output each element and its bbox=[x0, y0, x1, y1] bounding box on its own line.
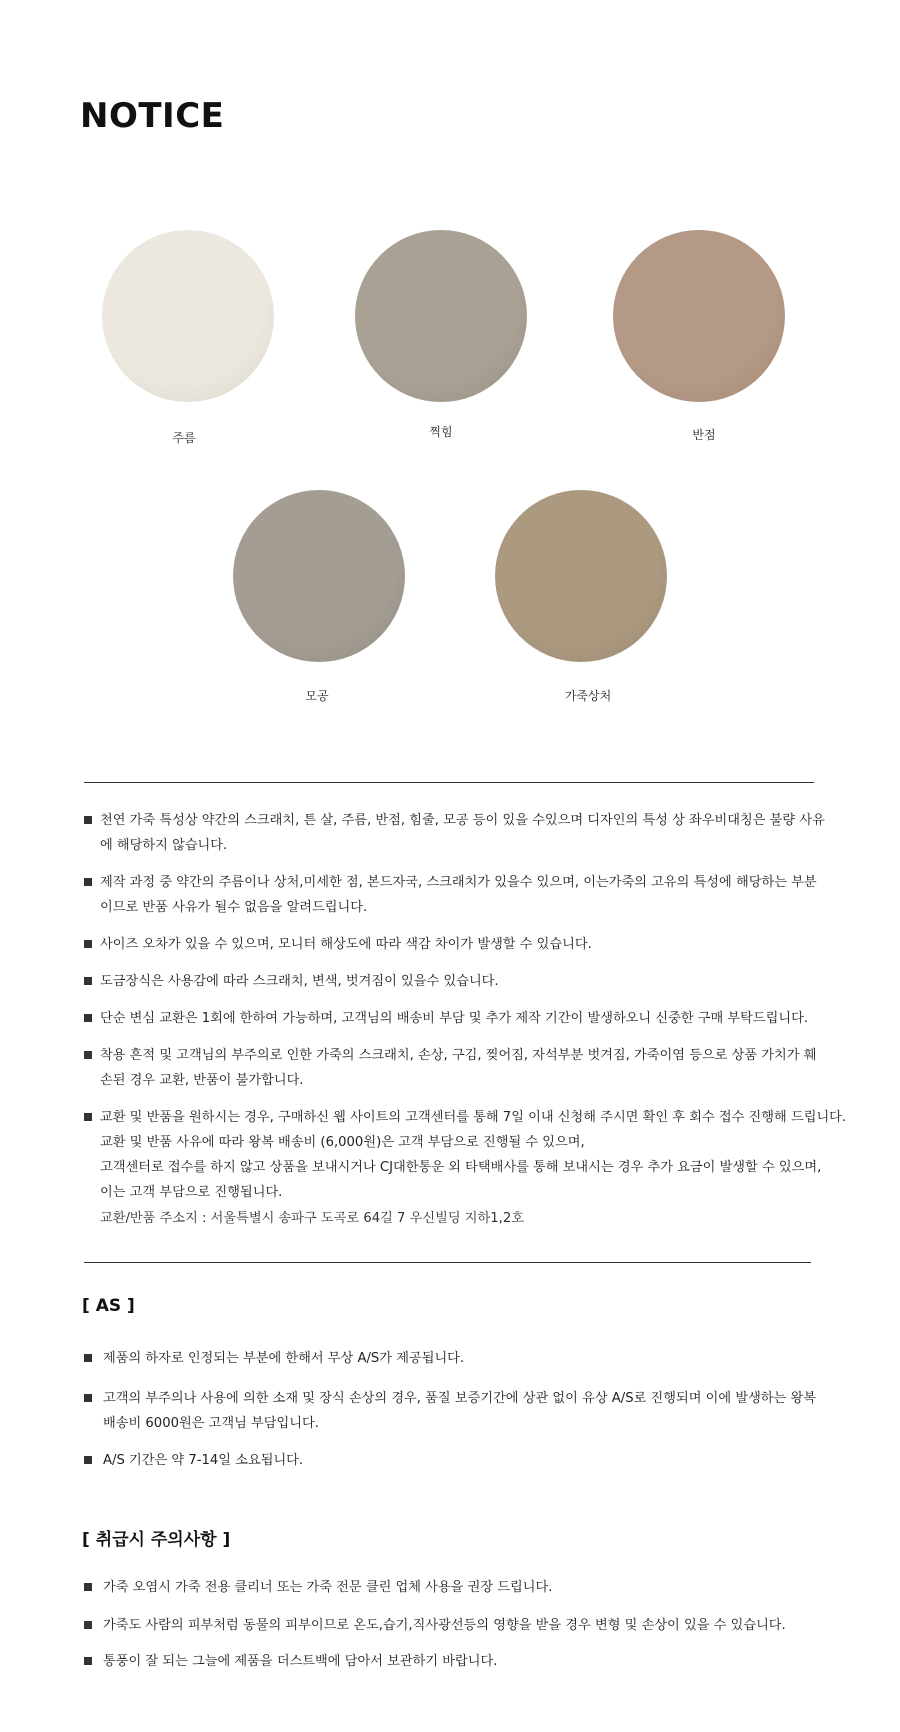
list-item-text: A/S 기간은 약 7-14일 소요됩니다. bbox=[103, 1453, 304, 1468]
list-item bbox=[84, 969, 844, 1006]
list-item-text: 가죽 오염시 가죽 전용 클리너 또는 가죽 전문 클린 업체 사용을 권장 드립니다. bbox=[103, 1580, 553, 1595]
swatch-label: 찍힘 bbox=[429, 425, 453, 439]
list-item bbox=[84, 1613, 844, 1649]
list-item bbox=[84, 1386, 844, 1448]
as-section-title: [ AS ] bbox=[82, 1296, 135, 1316]
bullet-icon bbox=[84, 816, 92, 824]
list-item-text: 이므로 반품 사유가 될수 없음을 알려드립니다. bbox=[100, 900, 368, 915]
return-address: 교환/반품 주소지 : 서울특별시 송파구 도곡로 64길 7 우신빌딩 지하1,2호 bbox=[100, 1211, 524, 1226]
list-item-text: 착용 흔적 및 고객님의 부주의로 인한 가죽의 스크래치, 손상, 구김, 찢어짐, 자석부분 벗겨짐, 가죽이염 등으로 상품 가치가 훼 bbox=[100, 1048, 817, 1063]
swatch-label: 주름 bbox=[172, 431, 196, 445]
list-item-text: 단순 변심 교환은 1회에 한하여 가능하며, 고객님의 배송비 부담 및 추가 제작 기간이 발생하오니 신중한 구매 부탁드립니다. bbox=[100, 1011, 809, 1026]
swatch-pore-image bbox=[233, 490, 405, 662]
swatch-spot-image bbox=[613, 230, 785, 402]
list-item bbox=[84, 1043, 844, 1105]
list-item-text: 손된 경우 교환, 반품이 불가합니다. bbox=[100, 1073, 304, 1088]
list-item-text: 제품의 하자로 인정되는 부분에 한해서 무상 A/S가 제공됩니다. bbox=[103, 1351, 465, 1366]
list-item bbox=[84, 1006, 844, 1043]
bullet-icon bbox=[84, 1051, 92, 1059]
list-item-text: 에 해당하지 않습니다. bbox=[100, 838, 228, 853]
bullet-icon bbox=[84, 1014, 92, 1022]
list-item-text: 이는 고객 부담으로 진행됩니다. bbox=[100, 1185, 283, 1200]
list-item bbox=[84, 1448, 844, 1485]
list-item bbox=[84, 932, 844, 969]
list-item-text: 고객센터로 접수를 하지 않고 상품을 보내시거나 CJ대한통운 외 타택배사를 통해 보내시는 경우 추가 요금이 발생할 수 있으며, bbox=[100, 1160, 822, 1175]
list-item-text: 고객의 부주의나 사용에 의한 소재 및 장식 손상의 경우, 품질 보증기간에 상관 없이 유상 A/S로 진행되며 이에 발생하는 왕복 bbox=[103, 1391, 816, 1406]
bullet-icon bbox=[84, 940, 92, 948]
list-item bbox=[84, 808, 844, 870]
list-item bbox=[84, 1575, 844, 1613]
bullet-icon bbox=[84, 1394, 92, 1402]
bullet-icon bbox=[84, 977, 92, 985]
bullet-icon bbox=[84, 1456, 92, 1464]
list-item-text: 천연 가죽 특성상 약간의 스크래치, 튼 살, 주름, 반점, 힘줄, 모공 등이 있을 수있으며 디자인의 특성 상 좌우비대칭은 불량 사유 bbox=[100, 813, 825, 828]
as-list bbox=[84, 1346, 844, 1485]
list-item-text: 도금장식은 사용감에 따라 스크래치, 변색, 벗겨짐이 있을수 있습니다. bbox=[100, 974, 499, 989]
swatch-label: 모공 bbox=[305, 689, 329, 703]
list-item-text: 배송비 6000원은 고객님 부담입니다. bbox=[103, 1416, 319, 1431]
list-item bbox=[84, 1346, 844, 1386]
list-item bbox=[84, 870, 844, 932]
swatch-scar-image bbox=[495, 490, 667, 662]
bullet-icon bbox=[84, 1583, 92, 1591]
care-list bbox=[84, 1575, 844, 1685]
list-item-text: 제작 과정 중 약간의 주름이나 상처,미세한 점, 본드자국, 스크래치가 있을수 있으며, 이는가죽의 고유의 특성에 해당하는 부분 bbox=[100, 875, 817, 890]
notice-list bbox=[84, 808, 847, 1215]
bullet-icon bbox=[84, 1113, 92, 1121]
care-section-title: [ 취급시 주의사항 ] bbox=[82, 1530, 231, 1550]
list-item-text: 가죽도 사람의 피부처럼 동물의 피부이므로 온도,습기,직사광선등의 영향을 받을 경우 변형 및 손상이 있을 수 있습니다. bbox=[103, 1618, 786, 1633]
bullet-icon bbox=[84, 1621, 92, 1629]
swatch-wrinkle-image bbox=[102, 230, 274, 402]
list-item bbox=[84, 1105, 847, 1215]
list-item-text: 교환 및 반품을 원하시는 경우, 구매하신 웹 사이트의 고객센터를 통해 7일 이내 신청해 주시면 확인 후 회수 접수 진행해 드립니다. bbox=[100, 1110, 847, 1125]
list-item-text: 통풍이 잘 되는 그늘에 제품을 더스트백에 담아서 보관하기 바랍니다. bbox=[103, 1654, 498, 1669]
bullet-icon bbox=[84, 1657, 92, 1665]
bullet-icon bbox=[84, 878, 92, 886]
list-item-text: 교환 및 반품 사유에 따라 왕복 배송비 (6,000원)은 고객 부담으로 진행될 수 있으며, bbox=[100, 1135, 585, 1150]
divider bbox=[84, 1262, 811, 1263]
list-item-text: 사이즈 오차가 있을 수 있으며, 모니터 해상도에 따라 색감 차이가 발생할 수 있습니다. bbox=[100, 937, 592, 952]
swatch-label: 반점 bbox=[692, 428, 716, 442]
list-item bbox=[84, 1649, 844, 1685]
bullet-icon bbox=[84, 1354, 92, 1362]
page-title: NOTICE bbox=[80, 96, 225, 136]
swatch-dent-image bbox=[355, 230, 527, 402]
swatch-label: 가죽상처 bbox=[564, 689, 612, 703]
divider bbox=[84, 782, 814, 783]
